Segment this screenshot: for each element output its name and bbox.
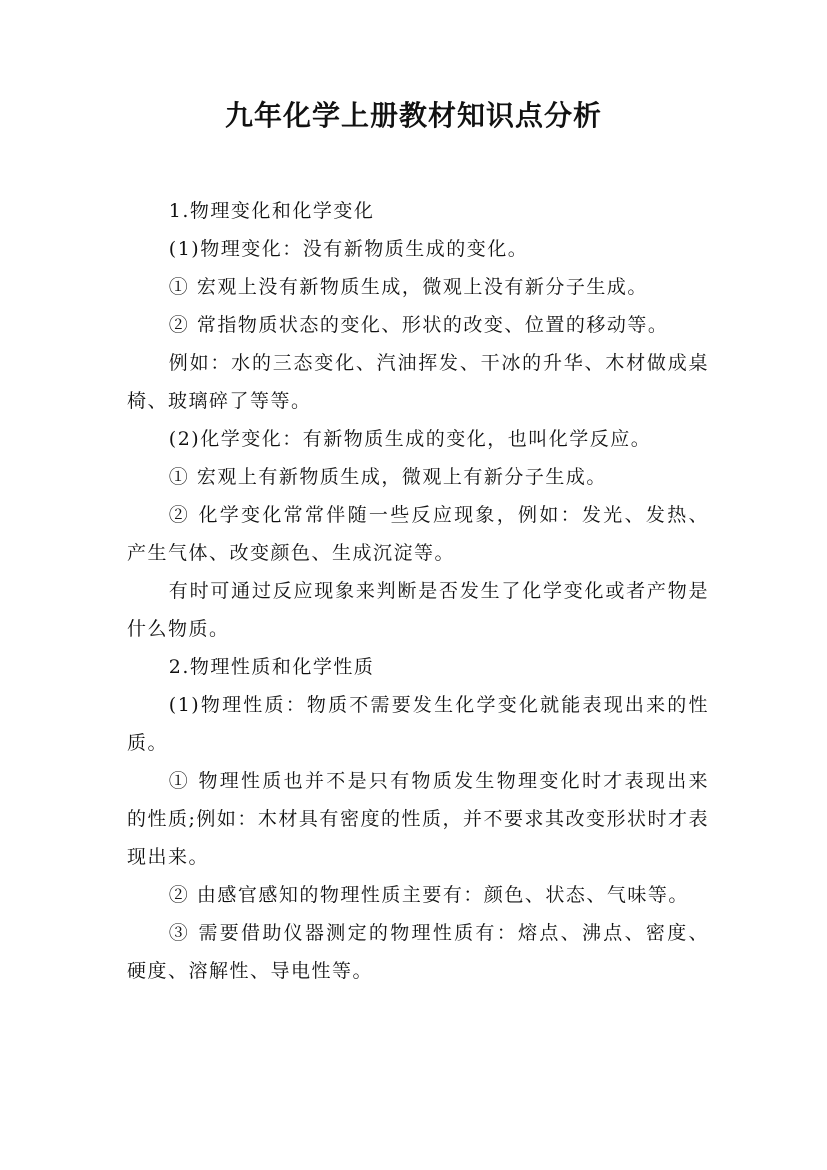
- paragraph-physical-change-example: 例如：水的三态变化、汽油挥发、干冰的升华、木材做成桌椅、玻璃碎了等等。: [127, 352, 709, 412]
- paragraph-chemical-change-definition: (2)化学变化：有新物质生成的变化，也叫化学反应。: [168, 428, 652, 450]
- paragraph-physical-property-point-2: ② 由感官感知的物理性质主要有：颜色、状态、气味等。: [168, 884, 689, 906]
- paragraph-physical-property-point-1: ① 物理性质也并不是只有物质发生物理变化时才表现出来的性质;例如：木材具有密度的性质，并不要求其改变形状时才表现出来。: [127, 770, 709, 868]
- paragraph-physical-change-point-2: ② 常指物质状态的变化、形状的改变、位置的移动等。: [168, 314, 669, 336]
- document-body: [127, 192, 709, 990]
- paragraph-physical-property-definition: (1)物理性质：物质不需要发生化学变化就能表现出来的性质。: [127, 694, 709, 754]
- paragraph-physical-change-definition: (1)物理变化：没有新物质生成的变化。: [168, 238, 529, 260]
- paragraph-physical-property-point-3: ③ 需要借助仪器测定的物理性质有：熔点、沸点、密度、硬度、溶解性、导电性等。: [127, 922, 709, 982]
- paragraph-chemical-change-note: 有时可通过反应现象来判断是否发生了化学变化或者产物是什么物质。: [127, 580, 709, 640]
- paragraph-chemical-change-point-2: ② 化学变化常常伴随一些反应现象，例如：发光、发热、产生气体、改变颜色、生成沉淀等。: [127, 504, 709, 564]
- heading-section-2: 2.物理性质和化学性质: [168, 656, 375, 678]
- document-title: 九年化学上册教材知识点分析: [224, 99, 602, 132]
- paragraph-physical-change-point-1: ① 宏观上没有新物质生成，微观上没有新分子生成。: [168, 276, 648, 298]
- heading-section-1: 1.物理变化和化学变化: [168, 200, 375, 222]
- paragraph-chemical-change-point-1: ① 宏观上有新物质生成，微观上有新分子生成。: [168, 466, 607, 488]
